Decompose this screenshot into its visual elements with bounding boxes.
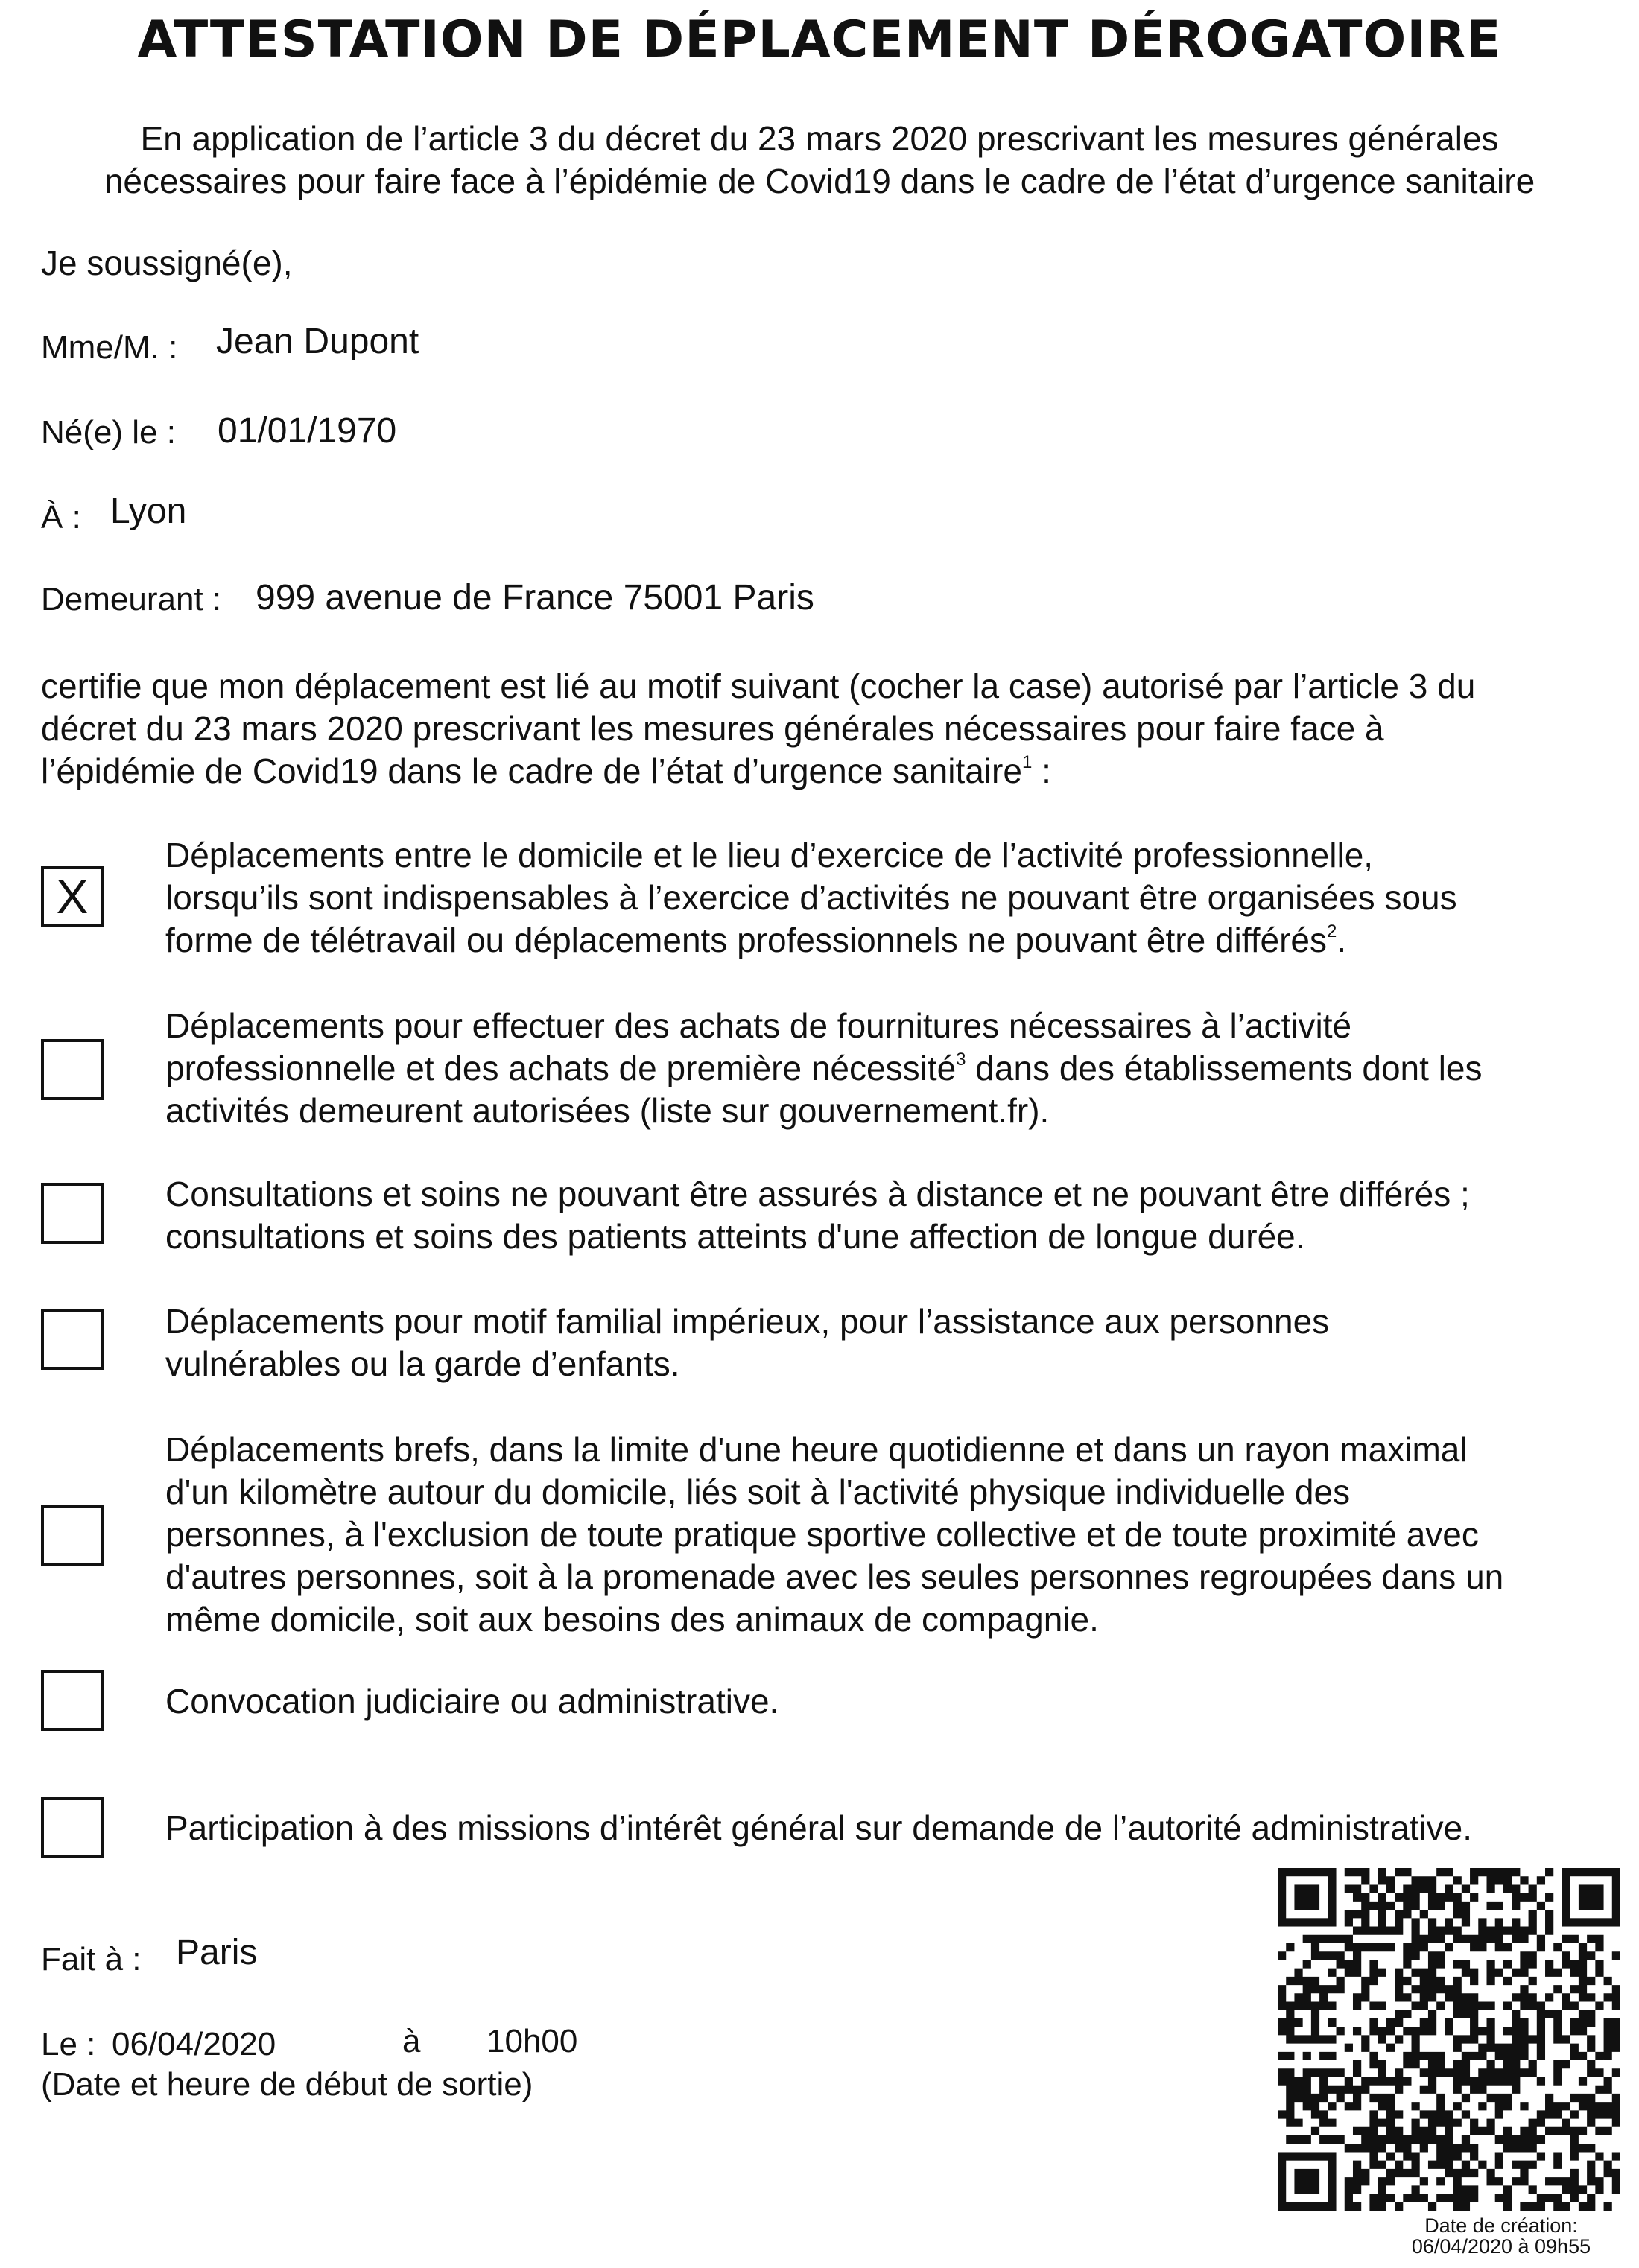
address-field[interactable]: 999 avenue de France 75001 Paris [256, 578, 814, 617]
date-field[interactable]: 06/04/2020 [112, 2026, 276, 2062]
qr-code-graphic [1278, 1868, 1620, 2211]
reason-checkbox-work[interactable] [41, 866, 104, 927]
page-title: ATTESTATION DE DÉPLACEMENT DÉROGATOIRE [137, 10, 1502, 69]
undersigned-text: Je soussigné(e), [41, 244, 293, 282]
certify-line: certifie que mon déplacement est lié au motif suivant (cocher la case) autorisé par l’article 3 du [41, 667, 1476, 705]
birthdate-label: Né(e) le : [41, 414, 176, 451]
place-label: Fait à : [41, 1941, 142, 1978]
creation-value: 06/04/2020 à 09h55 [1411, 2235, 1591, 2258]
reason-text-health: Consultations et soins ne pouvant être assurés à distance et ne pouvant être différés ; consultations et soins des patients atteints d'une affection de longue durée. [165, 1175, 1470, 1256]
reason-text-work: Déplacements entre le domicile et le lieu d’exercice de l’activité professionnelle, lorsqu’ils sont indispensables à l’exercice d’activités ne pouvant être organisées sous forme de télétravail ou déplacements professionnels ne pouvant être différés$^2$. [165, 836, 1457, 959]
reason-checkbox-mission[interactable] [41, 1797, 104, 1858]
reason-text-summons: Convocation judiciaire ou administrative. [165, 1682, 779, 1721]
date-label: Le : [41, 2026, 96, 2062]
footnote-ref: 2 [1326, 921, 1337, 941]
certify-line: décret du 23 mars 2020 prescrivant les mesures générales nécessaires pour faire face à [41, 709, 1384, 748]
creation-date-stamp [1378, 2215, 1624, 2257]
footnote-ref: 1 [1021, 752, 1033, 772]
qr-code-icon [1278, 1868, 1620, 2211]
intro-text [30, 118, 1609, 203]
name-field[interactable]: Jean Dupont [216, 322, 419, 361]
intro-line: En application de l’article 3 du décret du 23 mars 2020 prescrivant les mesures générales [140, 119, 1499, 158]
birthplace-field[interactable]: Lyon [110, 492, 187, 531]
birthdate-field[interactable]: 01/01/1970 [218, 411, 397, 451]
reason-text-shopping: Déplacements pour effectuer des achats de fournitures nécessaires à l’activité professionnelle et des achats de première nécessité$^3$ dans des établissements dont les activités demeurent autorisées (liste sur gouvernement.fr). [165, 1006, 1483, 1130]
reason-checkbox-exercise[interactable] [41, 1505, 104, 1566]
qr-finder-core [1294, 1884, 1319, 1910]
creation-label: Date de création: [1424, 2214, 1578, 2237]
time-note: (Date et heure de début de sortie) [41, 2066, 533, 2103]
checkbox-mark: X [56, 870, 89, 924]
address-label: Demeurant : [41, 581, 222, 617]
name-label: Mme/M. : [41, 329, 178, 366]
time-field[interactable]: 10h00 [486, 2023, 578, 2059]
reason-checkbox-health[interactable] [41, 1183, 104, 1244]
reason-text-mission: Participation à des missions d’intérêt général sur demande de l’autorité administrative. [165, 1808, 1473, 1847]
reason-text-family: Déplacements pour motif familial impérieux, pour l’assistance aux personnes vulnérables ou la garde d’enfants. [165, 1302, 1330, 1383]
qr-finder-core [1579, 1884, 1604, 1910]
footnote-ref: 3 [956, 1049, 966, 1070]
birthplace-label: À : [41, 499, 81, 536]
reason-checkbox-shopping[interactable] [41, 1039, 104, 1100]
reason-checkbox-family[interactable] [41, 1309, 104, 1370]
intro-line: nécessaires pour faire face à l’épidémie de Covid19 dans le cadre de l’état d’urgence sanitaire [104, 162, 1535, 200]
reason-text-exercise: Déplacements brefs, dans la limite d'une heure quotidienne et dans un rayon maximal d'un kilomètre autour du domicile, liés soit à l'activité physique individuelle des personnes, à l'exclusion de toute pratique sportive collective et de toute proximité avec d'autres personnes, soit à la promenade avec les seules personnes regroupées dans un même domicile, soit aux besoins des animaux de compagnie. [165, 1430, 1504, 1639]
place-field[interactable]: Paris [176, 1933, 258, 1972]
certify-line: l’épidémie de Covid19 dans le cadre de l’état d’urgence sanitaire$^1$ : [41, 752, 1051, 790]
at-label: à [402, 2023, 421, 2059]
certify-paragraph [41, 665, 1620, 792]
qr-finder-core [1294, 2169, 1319, 2194]
reason-checkbox-summons[interactable] [41, 1670, 104, 1731]
